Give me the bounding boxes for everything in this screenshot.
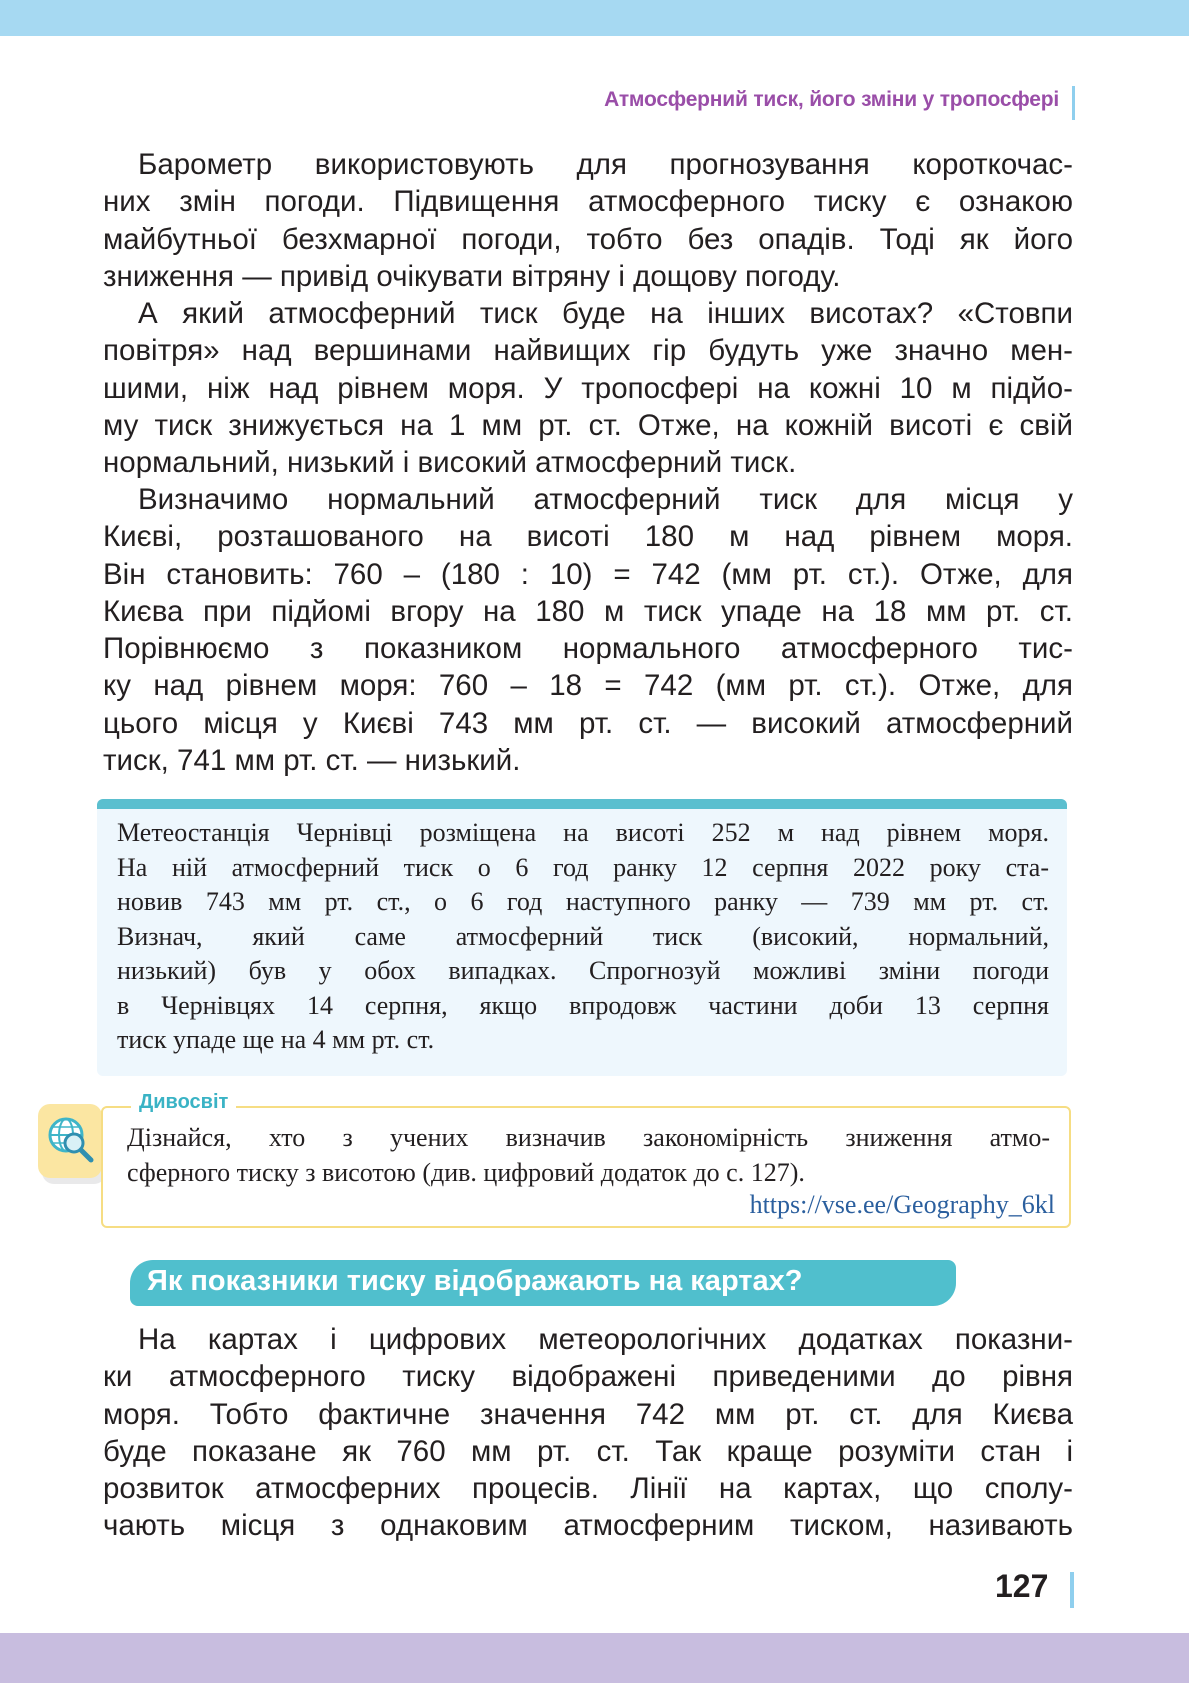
task-box-top-bar — [97, 799, 1067, 809]
text-line: тиск, 741 мм рт. ст. — низький. — [103, 744, 521, 778]
page-number-bar — [1070, 1572, 1074, 1608]
text-line: нормальний, низький і високий атмосферний тиск. — [103, 446, 797, 480]
text-line: майбутньої безхмарної погоди, тобто без опадів. Тоді як його — [103, 222, 1073, 256]
page-number: 127 — [995, 1568, 1049, 1604]
running-head: Атмосферний тиск, його зміни у тропосфері — [604, 88, 1059, 111]
text-line: Києва при підйомі вгору на 180 м тиск упаде на 18 мм рт. ст. — [103, 594, 1073, 628]
text-line: цього місця у Києві 743 мм рт. ст. — високий атмосферний — [103, 706, 1073, 740]
text-line: ки атмосферного тиску відображені приведеними до рівня — [103, 1360, 1073, 1394]
divosvit-line: Дізнайся, хто з учених визначив закономірність зниження атмо- — [127, 1123, 1050, 1152]
text-line: Він становить: 760 – (180 : 10) = 742 (мм рт. ст.). Отже, для — [103, 557, 1073, 591]
task-line: тиск упаде ще на 4 мм рт. ст. — [117, 1025, 435, 1054]
task-line: Визнач, який саме атмосферний тиск (високий, нормальний, — [117, 921, 1049, 951]
running-head-bar — [1072, 86, 1075, 120]
task-line: в Чернівцях 14 серпня, якщо впродовж частини доби 13 серпня — [117, 990, 1049, 1020]
task-line: На ній атмосферний тиск о 6 год ранку 12 серпня 2022 року ста- — [117, 852, 1049, 882]
text-line: А який атмосферний тиск буде на інших висотах? «Стовпи — [138, 297, 1073, 330]
text-line: розвиток атмосферних процесів. Лінії на картах, що сполу- — [103, 1472, 1073, 1506]
text-line: повітря» над вершинами найвищих гір будуть уже значно мен- — [103, 334, 1073, 368]
globe-magnifier-icon — [38, 1104, 102, 1178]
text-line: Порівнюємо з показником нормального атмосферного тис- — [103, 632, 1073, 666]
text-line: Барометр використовують для прогнозування короткочас- — [138, 148, 1073, 181]
paragraph-maps — [103, 1321, 1073, 1545]
divosvit-label: Дивосвіт — [131, 1091, 236, 1114]
text-line: ку над рівнем моря: 760 – 18 = 742 (мм рт. ст.). Отже, для — [103, 669, 1073, 703]
task-text — [117, 816, 1049, 1058]
text-line: Визначимо нормальний атмосферний тиск для місця у — [138, 483, 1073, 516]
text-line: них змін погоди. Підвищення атмосферного тиску є ознакою — [103, 185, 1073, 219]
text-line: буде показане як 760 мм рт. ст. Так краще розуміти стан і — [103, 1434, 1073, 1468]
section-title: Як показники тиску відображають на картах? — [147, 1265, 803, 1297]
divosvit-link[interactable]: https://vse.ee/Geography_6kl — [749, 1190, 1055, 1219]
top-color-band — [0, 0, 1189, 36]
divosvit-text — [127, 1120, 1050, 1190]
text-line: Києві, розташованого на висоті 180 м над рівнем моря. — [103, 520, 1073, 554]
paragraph-kyiv-example — [103, 481, 1073, 779]
text-line: чають місця з однаковим атмосферним тиском, називають — [103, 1509, 1073, 1543]
divosvit-line: сферного тиску з висотою (див. цифровий додаток до с. 127). — [127, 1158, 805, 1187]
task-line: новив 743 мм рт. ст., о 6 год наступного ранку — 739 мм рт. ст. — [117, 887, 1049, 916]
paragraph-heights — [103, 295, 1073, 481]
text-line: му тиск знижується на 1 мм рт. ст. Отже, на кожній висоті є свій — [103, 408, 1073, 442]
task-line: низький) був у обох випадках. Спрогнозуй можливі зміни погоди — [117, 956, 1049, 985]
text-line: зниження — привід очікувати вітряну і дощову погоду. — [103, 259, 841, 293]
text-line: шими, ніж над рівнем моря. У тропосфері на кожні 10 м підйо- — [103, 371, 1073, 405]
task-line: Метеостанція Чернівці розміщена на висоті 252 м над рівнем моря. — [117, 818, 1049, 847]
text-line: моря. Тобто фактичне значення 742 мм рт. ст. для Києва — [103, 1397, 1073, 1431]
text-line: На картах і цифрових метеорологічних додатках показни- — [138, 1323, 1073, 1356]
paragraph-barometer — [103, 146, 1073, 295]
bottom-color-band — [0, 1633, 1189, 1683]
